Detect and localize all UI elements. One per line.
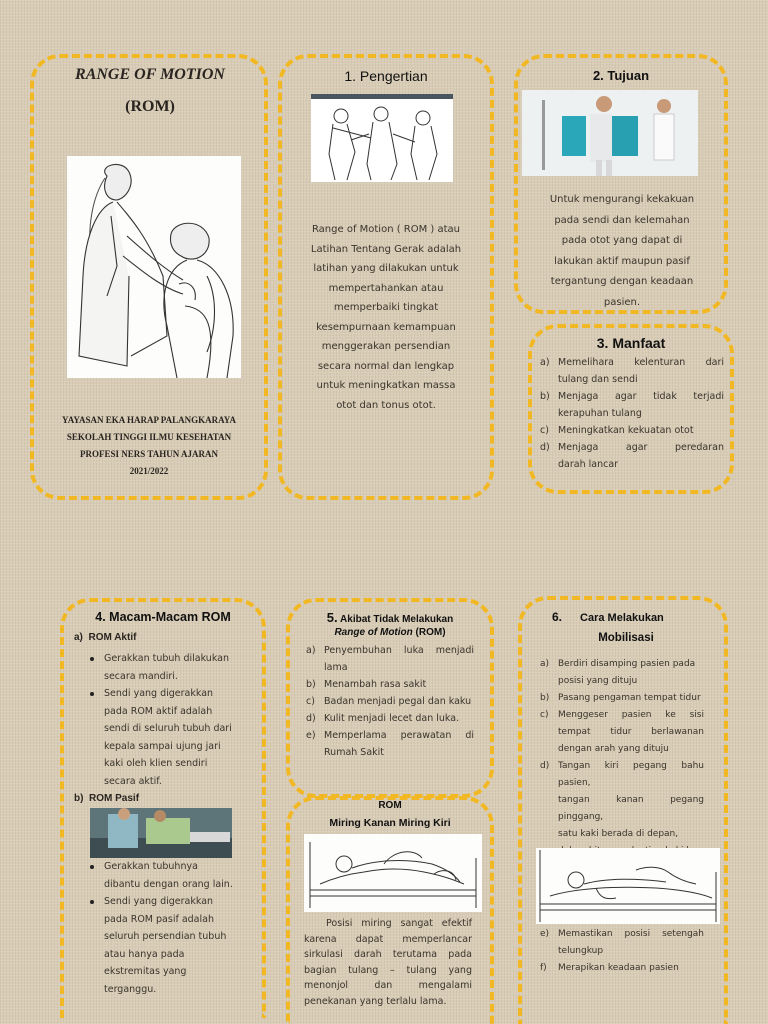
list-marker: d): [306, 713, 316, 724]
list-line: Sendi yang digerakkan: [104, 688, 214, 699]
list-item: [306, 727, 474, 761]
list-line: telungkup: [558, 946, 604, 956]
institution-line-3: PROFESI NERS TAHUN AJARAN: [80, 449, 218, 459]
list-marker: a): [74, 632, 83, 643]
tujuan-line: tergantung dengan keadaan: [550, 276, 694, 287]
pengertian-line: Latihan Tentang Gerak adalah: [310, 243, 462, 255]
rom-aktif-title: ROM Aktif: [88, 632, 137, 643]
list-marker: a): [306, 645, 316, 656]
list-line: secara aktif.: [104, 775, 162, 787]
list-line: atau hanya pada: [104, 948, 185, 960]
miring-line: menonjol dan mengalami: [304, 980, 472, 991]
list-item: [306, 710, 474, 727]
list-line: darah lancar: [558, 459, 619, 470]
list-marker: b): [540, 391, 550, 402]
tujuan-line: pada sendi dan kelemahan: [554, 214, 690, 226]
list-line: lama: [324, 662, 348, 673]
list-item: [306, 676, 474, 693]
side-lying-patient-illustration: [304, 834, 482, 912]
list-line: Meningkatkan kekuatan otot: [558, 425, 694, 436]
rom-aktif-list: [88, 650, 258, 790]
pengertian-heading: 1. Pengertian: [344, 68, 428, 84]
cara-heading-line2: Mobilisasi: [598, 632, 654, 644]
miring-line: sirkulasi darah terutama pada: [304, 949, 472, 960]
list-line: Menjaga agar peredaran: [558, 442, 724, 453]
rom-pasif-label: [74, 793, 139, 804]
list-line: kaki oleh klien sendiri: [104, 758, 208, 769]
list-line: Memastikan posisi setengah: [558, 929, 704, 939]
cara-list-after: [540, 926, 704, 977]
list-line: Memperlama perawatan di: [324, 730, 474, 741]
akibat-subtitle: (ROM): [412, 627, 446, 638]
institution-line-4: 2021/2022: [129, 466, 169, 476]
list-item: [540, 388, 724, 422]
list-line: Kulit menjadi lecet dan luka.: [324, 713, 460, 724]
institution-block: [36, 412, 262, 480]
pengertian-line: untuk meningkatkan massa: [316, 380, 456, 391]
akibat-list: [306, 642, 474, 761]
cara-heading-line1: [552, 610, 712, 624]
list-line: Tangan kiri pegang bahu pasien,: [558, 761, 704, 788]
list-marker: a): [540, 357, 550, 368]
manfaat-list: [540, 354, 724, 473]
miring-line: karena dapat memperlancar: [304, 933, 472, 945]
pengertian-body: [284, 220, 488, 415]
pengertian-line: otot dan tonus otot.: [336, 399, 436, 411]
list-line: tempat tidur berlawanan: [558, 727, 704, 737]
mobilization-bed-illustration: [536, 848, 720, 924]
list-line: Menjaga agar tidak terjadi: [558, 391, 724, 402]
list-line: Badan menjadi pegal dan kaku: [324, 696, 472, 707]
cara-number: 6.: [552, 610, 563, 624]
list-line: Gerakkan tubuhnya: [104, 861, 198, 872]
list-item: [540, 354, 724, 388]
tujuan-heading: 2. Tujuan: [592, 68, 650, 83]
miring-line: penekanan yang terlalu lama.: [304, 995, 447, 1007]
list-line: Penyembuhan luka menjadi: [324, 645, 474, 656]
tujuan-body: [520, 190, 724, 313]
list-item: [306, 693, 474, 710]
list-line: kepala sampai ujung jari: [104, 740, 221, 752]
miring-body: [304, 916, 472, 1009]
passive-rom-therapy-photo: [90, 808, 232, 858]
list-line: Rumah Sakit: [324, 747, 385, 758]
cover-subtitle: (ROM): [125, 98, 175, 115]
rom-pasif-title: ROM Pasif: [89, 793, 140, 804]
miring-heading-line1: ROM: [378, 800, 402, 811]
list-line: tulang dan sendi: [558, 374, 638, 385]
list-line: Pasang pengaman tempat tidur: [558, 693, 701, 703]
akibat-heading: [294, 610, 486, 625]
list-line: dengan arah yang dituju: [558, 744, 669, 754]
list-marker: c): [306, 696, 315, 707]
list-line: pada ROM aktif adalah: [104, 705, 213, 717]
list-item: [540, 656, 704, 690]
list-marker: e): [540, 929, 550, 939]
nurses-with-patient-photo: [522, 90, 698, 176]
list-item: [306, 642, 474, 676]
list-item: [540, 439, 724, 473]
tujuan-line: lakukan aktif maupun pasif: [554, 255, 690, 267]
pengertian-line: memperbaiki tingkat: [333, 302, 439, 313]
miring-heading-line2: Miring Kanan Miring Kiri: [329, 817, 451, 829]
list-line: Gerakkan tubuh dilakukan: [104, 653, 230, 664]
list-line: pada ROM pasif adalah: [104, 913, 214, 925]
list-line: secara mandiri.: [104, 670, 178, 682]
list-line: Merapikan keadaan pasien: [558, 963, 679, 973]
macam-heading: 4. Macam-Macam ROM: [95, 610, 231, 624]
pengertian-line: kesempurnaan kemampuan: [316, 321, 456, 333]
pengertian-line: latihan yang dilakukan untuk: [313, 263, 459, 274]
list-item: [540, 926, 704, 960]
list-line: dibantu dengan orang lain.: [104, 878, 233, 890]
list-line: Berdiri disamping pasien pada: [558, 659, 696, 669]
list-line: tangan kanan pegang pinggang,: [558, 795, 704, 822]
pengertian-line: Range of Motion ( ROM ) atau: [311, 224, 461, 235]
pengertian-line: mempertahankan atau: [328, 282, 444, 294]
list-item: [88, 685, 258, 790]
list-marker: f): [540, 963, 547, 973]
list-item: [540, 960, 704, 977]
list-item: [88, 858, 258, 893]
list-line: kerapuhan tulang: [558, 408, 642, 419]
akibat-number: 5.: [326, 610, 338, 625]
nurse-assisting-patient-illustration: [67, 156, 241, 378]
list-line: Menambah rasa sakit: [324, 679, 427, 690]
list-marker: d): [540, 761, 550, 771]
manfaat-heading: 3. Manfaat: [596, 335, 666, 351]
rom-pasif-list: [88, 858, 258, 998]
list-marker: b): [306, 679, 316, 690]
tujuan-line: pasien.: [603, 296, 641, 308]
list-line: ekstremitas yang: [104, 966, 187, 977]
akibat-title: Akibat Tidak Melakukan: [340, 614, 454, 625]
pengertian-line: secara normal dan lengkap: [317, 360, 455, 372]
list-marker: b): [74, 793, 84, 804]
list-line: satu kaki berada di depan,: [558, 829, 679, 839]
rom-aktif-label: [74, 632, 136, 643]
akibat-subheading: [294, 627, 486, 638]
list-item: [540, 422, 724, 439]
miring-line: Posisi miring sangat efektif: [326, 918, 472, 929]
list-item: [540, 707, 704, 758]
list-line: seluruh persendian tubuh: [104, 931, 227, 942]
list-marker: b): [540, 693, 550, 703]
tujuan-line: pada otot yang dapat di: [561, 235, 683, 246]
cara-title: Cara Melakukan: [580, 612, 664, 624]
list-line: Memelihara kelenturan dari: [558, 357, 724, 368]
list-item: [88, 650, 258, 685]
list-line: terganggu.: [104, 983, 157, 995]
miring-line: bagian tulang – tulang yang: [304, 964, 472, 976]
list-line: Menggeser pasien ke sisi: [558, 710, 704, 720]
list-marker: c): [540, 425, 549, 436]
list-line: Sendi yang digerakkan: [104, 896, 214, 907]
list-marker: d): [540, 442, 550, 453]
pengertian-line: menggerakan persendian: [321, 341, 451, 352]
institution-line-1: YAYASAN EKA HARAP PALANGKARAYA: [62, 415, 236, 425]
akibat-subtitle-italic: Range of Motion: [334, 627, 413, 638]
tujuan-line: Untuk mengurangi kekakuan: [549, 194, 695, 205]
list-marker: c): [540, 710, 549, 720]
list-line: posisi yang dituju: [558, 676, 638, 686]
list-item: [88, 893, 258, 998]
list-marker: a): [540, 659, 550, 669]
nurses-walking-patient-illustration: [311, 94, 453, 182]
list-item: [540, 690, 704, 707]
institution-line-2: SEKOLAH TINGGI ILMU KESEHATAN: [66, 432, 232, 442]
list-marker: e): [306, 730, 316, 741]
list-line: sendi di seluruh tubuh dari: [104, 723, 232, 734]
cover-title: RANGE OF MOTION: [75, 66, 225, 83]
